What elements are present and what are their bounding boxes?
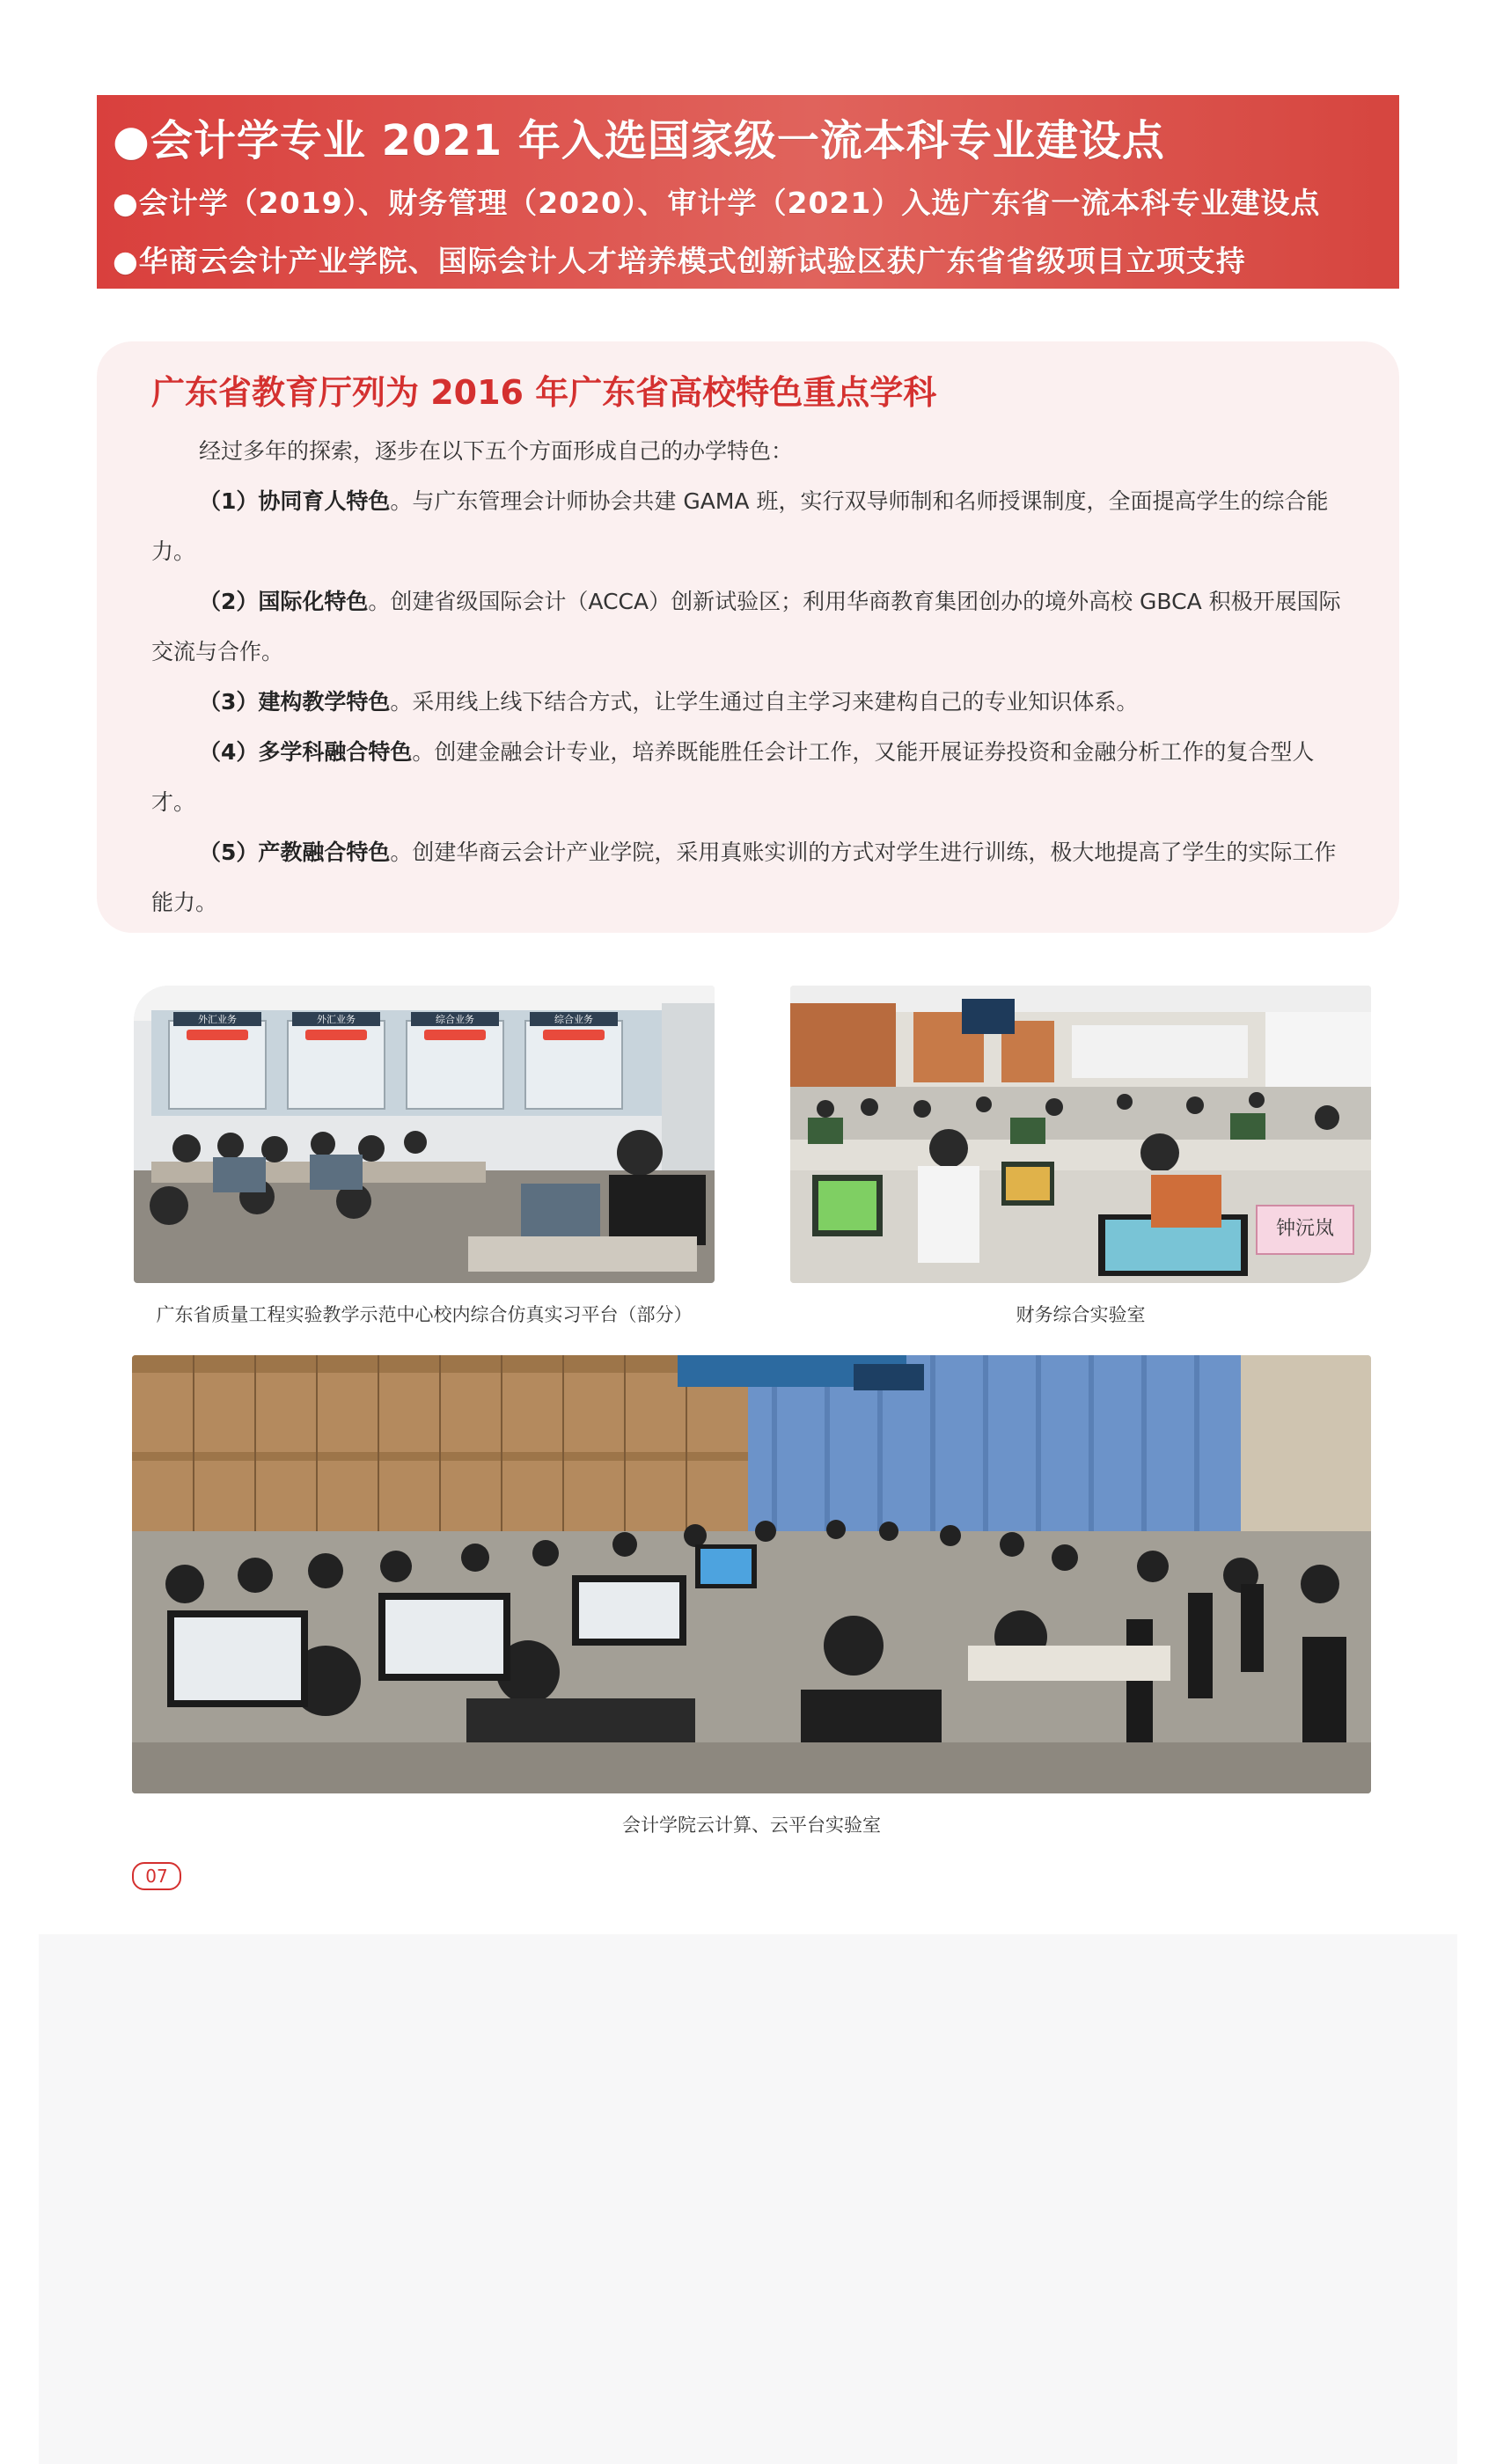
panel-intro: 经过多年的探索，逐步在以下五个方面形成自己的办学特色： <box>199 438 794 464</box>
feature-text: 。与广东管理会计师协会共建 GAMA 班，实行双导师制和名师授课制度，全面提高学生的综合能力。 <box>151 488 1329 564</box>
photo-simulation-platform <box>134 986 715 1283</box>
feature-label: （4）多学科融合特色 <box>199 739 413 765</box>
counter-sign: 外汇业务 <box>317 1014 356 1025</box>
feature-label: （2）国际化特色 <box>199 589 369 614</box>
banner-line-national: ●会计学专业 2021 年入选国家级一流本科专业建设点 <box>113 116 1165 165</box>
feature-paragraph <box>151 827 1345 928</box>
photo-caption: 广东省质量工程实验教学示范中心校内综合仿真实习平台（部分） <box>156 1304 693 1325</box>
panel-heading: 广东省教育厅列为 2016 年广东省高校特色重点学科 <box>151 373 937 412</box>
feature-paragraph <box>151 576 1345 677</box>
feature-text: 。创建金融会计专业，培养既能胜任会计工作，又能开展证券投资和金融分析工作的复合型人才。 <box>151 739 1315 815</box>
feature-paragraph <box>151 727 1345 827</box>
feature-text: 。采用线上线下结合方式，让学生通过自主学习来建构自己的专业知识体系。 <box>390 689 1139 715</box>
counter-sign: 外汇业务 <box>198 1014 237 1025</box>
banner-line-projects: ●华商云会计产业学院、国际会计人才培养模式创新试验区获广东省省级项目立项支持 <box>113 244 1246 278</box>
counter-sign: 综合业务 <box>436 1014 474 1025</box>
feature-paragraph <box>151 476 1345 576</box>
nameplate-text: 钟沅岚 <box>1275 1218 1335 1240</box>
highlights-banner <box>97 95 1399 289</box>
counter-sign: 综合业务 <box>554 1014 593 1025</box>
banner-line-provincial: ●会计学（2019）、财务管理（2020）、审计学（2021）入选广东省一流本科专业建设点 <box>113 186 1321 220</box>
feature-label: （3）建构教学特色 <box>199 689 391 715</box>
feature-label: （5）产教融合特色 <box>199 840 391 865</box>
page-number: 07 <box>132 1862 181 1890</box>
feature-text: 。创建省级国际会计（ACCA）创新试验区；利用华商教育集团创办的境外高校 GBCA 积极开展国际交流与合作。 <box>151 589 1341 664</box>
photo-caption: 财务综合实验室 <box>1016 1304 1146 1325</box>
photo-cloud-lab <box>132 1355 1371 1793</box>
features-panel <box>97 341 1399 933</box>
photo-finance-lab <box>790 986 1371 1283</box>
feature-text: 。创建华商云会计产业学院，采用真账实训的方式对学生进行训练，极大地提高了学生的实际工作能力。 <box>151 840 1337 915</box>
photo-caption: 会计学院云计算、云平台实验室 <box>622 1815 881 1836</box>
feature-paragraph <box>151 677 1345 727</box>
blank-bottom-area <box>39 1934 1457 2464</box>
feature-label: （1）协同育人特色 <box>199 488 391 514</box>
